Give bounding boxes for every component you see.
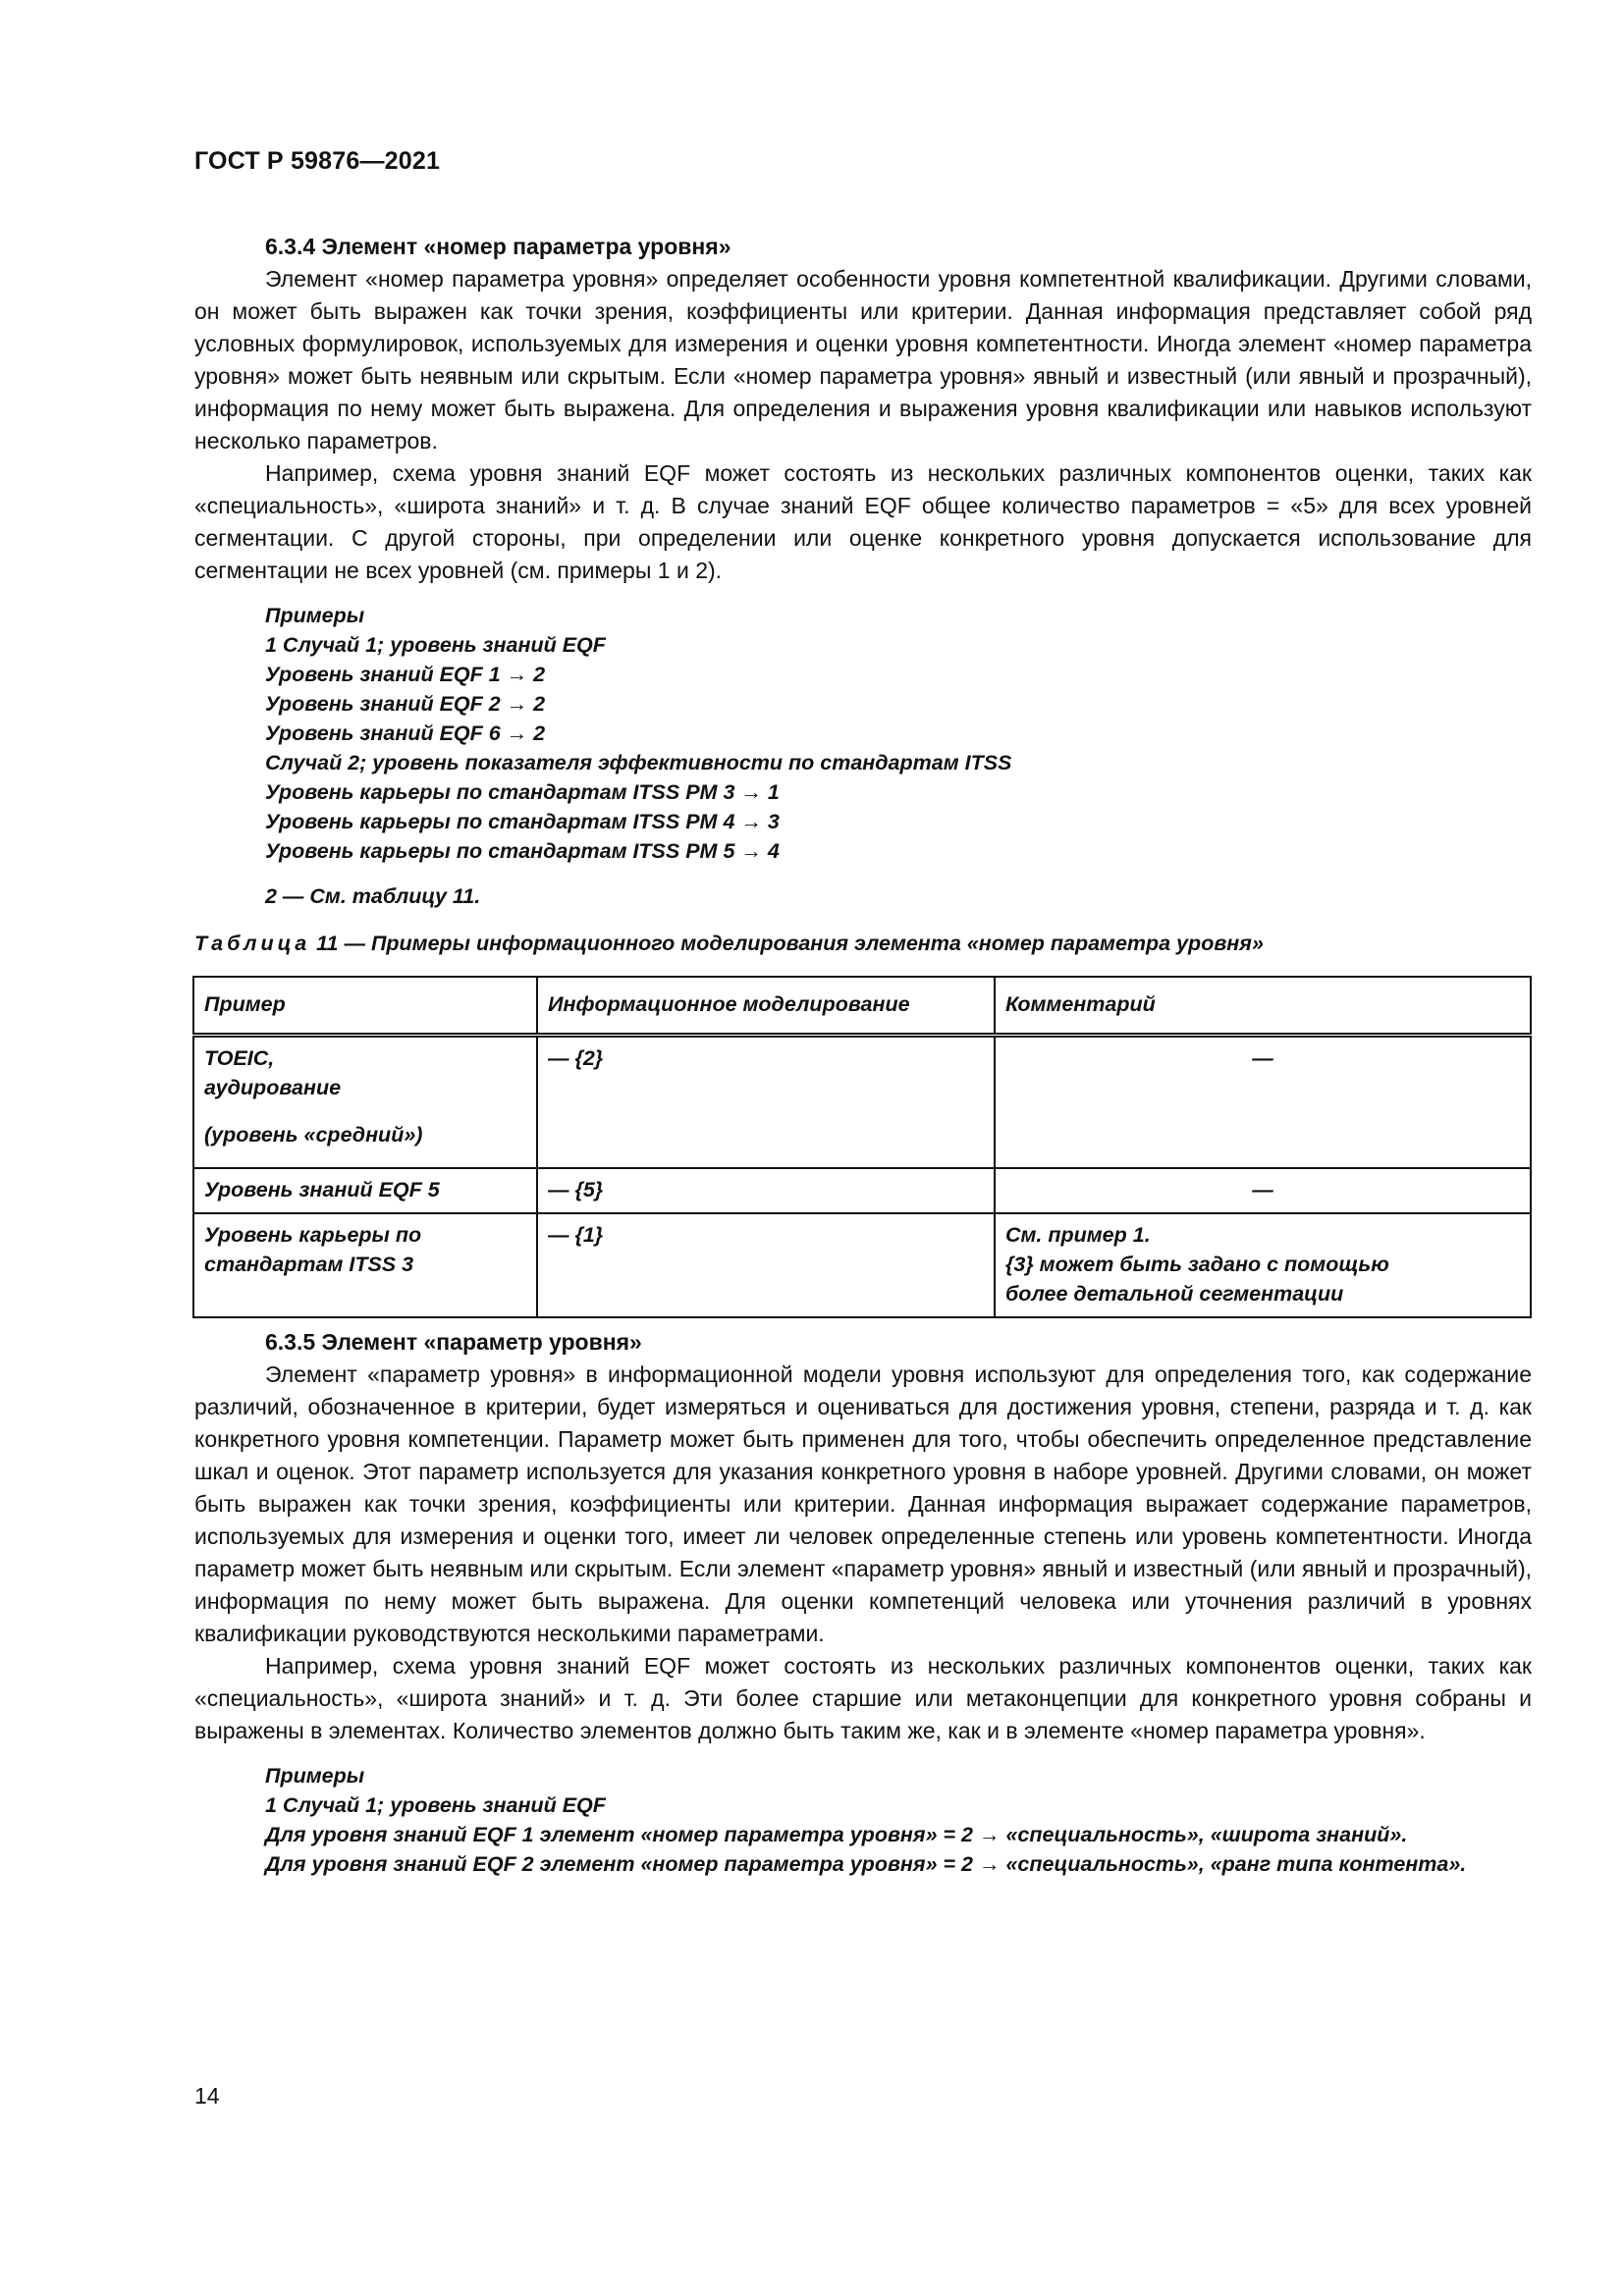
cell-modeling: — {1} [537, 1213, 995, 1317]
table-reference-note: 2 — См. таблицу 11. [265, 884, 481, 908]
example-line: Уровень знаний EQF 1 → 2 [265, 663, 546, 686]
cell-line: более детальной сегментации [1005, 1282, 1344, 1306]
table-caption [194, 929, 1532, 958]
examples-block [194, 601, 1532, 866]
cell-line: TOEIC, [204, 1046, 275, 1070]
examples-title: Примеры [265, 1764, 365, 1788]
cell-line: Уровень карьеры по [204, 1223, 422, 1247]
cell-comment [995, 1213, 1531, 1317]
cell-modeling: — {5} [537, 1168, 995, 1213]
cell-comment: — [995, 1036, 1531, 1169]
example-line: Уровень карьеры по стандартам ITSS PM 5 → 4 [265, 839, 780, 863]
examples-block [194, 1761, 1532, 1879]
column-header-comment: Комментарий [995, 977, 1531, 1036]
example-line: Для уровня знаний EQF 2 элемент «номер параметра уровня» = 2 → «специальность», «ранг типа контента». [265, 1852, 1467, 1876]
cell-example: Уровень знаний EQF 5 [193, 1168, 537, 1213]
cell-comment: — [995, 1168, 1531, 1213]
column-header-example: Пример [193, 977, 537, 1036]
example-line: 1 Случай 1; уровень знаний EQF [265, 1793, 606, 1817]
example-line: Случай 2; уровень показателя эффективности по стандартам ITSS [265, 751, 1012, 774]
section-heading-6-3-4: 6.3.4 Элемент «номер параметра уровня» [265, 234, 731, 259]
cell-line: См. пример 1. [1005, 1223, 1151, 1247]
paragraph: Элемент «номер параметра уровня» определяет особенности уровня компетентной квалификации. Другими словами, он может быть выражен как точки зрения, коэффициенты или критерии. Данная информация представляет собой ряд условных формулировок, используемых для измерения и оценки уровня компетентности. Иногда элемент «номер параметра уровня» может быть неявным или скрытым. Если «номер параметра уровня» явный и известный (или явный и прозрачный), информация по нему может быть выражена. Для определения и выражения уровня квалификации или навыков используют несколько параметров. [194, 266, 1532, 454]
document-id-header: ГОСТ Р 59876—2021 [194, 147, 441, 175]
example-line: Уровень карьеры по стандартам ITSS PM 4 → 3 [265, 810, 780, 833]
example-line: Уровень знаний EQF 2 → 2 [265, 692, 546, 716]
table-caption-text: 11 — Примеры информационного моделирования элемента «номер параметра уровня» [310, 932, 1264, 955]
cell-example [193, 1036, 537, 1169]
table-row [193, 1168, 1531, 1213]
cell-modeling: — {2} [537, 1036, 995, 1169]
paragraph: Например, схема уровня знаний EQF может состоять из нескольких различных компонентов оценки, таких как «специальность», «широта знаний» и т. д. В случае знаний EQF общее количество параметров = «5» для всех уровней сегментации. С другой стороны, при определении или оценке конкретного уровня допускается использование для сегментации не всех уровней (см. примеры 1 и 2). [194, 460, 1532, 583]
page-number: 14 [194, 2083, 220, 2109]
cell-line: (уровень «средний») [204, 1123, 423, 1147]
table-row [193, 1036, 1531, 1169]
example-line: Уровень знаний EQF 6 → 2 [265, 721, 546, 745]
example-line: 1 Случай 1; уровень знаний EQF [265, 633, 606, 657]
column-header-modeling: Информационное моделирование [537, 977, 995, 1036]
cell-line: аудирование [204, 1076, 342, 1099]
examples-title: Примеры [265, 604, 365, 627]
cell-line: стандартам ITSS 3 [204, 1253, 414, 1276]
example-line: Для уровня знаний EQF 1 элемент «номер параметра уровня» = 2 → «специальность», «широта знаний». [265, 1823, 1408, 1846]
cell-example [193, 1213, 537, 1317]
section-heading-6-3-5: 6.3.5 Элемент «параметр уровня» [265, 1329, 642, 1355]
example-line: Уровень карьеры по стандартам ITSS PM 3 → 1 [265, 780, 780, 804]
paragraph: Элемент «параметр уровня» в информационной модели уровня используют для определения того, как содержание различий, обозначенное в критерии, будет измеряться и оцениваться для достижения уровня, степени, разряда и т. д. как конкретного уровня компетенции. Параметр может быть применен для того, чтобы обеспечить определенное представление шкал и оценок. Этот параметр используется для указания конкретного уровня в наборе уровней. Другими словами, он может быть выражен как точки зрения, коэффициенты или критерии. Данная информация выражает содержание параметров, используемых для измерения и оценки того, имеет ли человек определенные степень или уровень компетентности. Иногда параметр может быть неявным или скрытым. Если элемент «параметр уровня» явный и известный (или явный и прозрачный), информация по нему может быть выражена. Для оценки компетенций человека или уточнения различий в уровнях квалификации руководствуются несколькими параметрами. [194, 1362, 1532, 1646]
table-row [193, 1213, 1531, 1317]
content-flow [194, 231, 1532, 1879]
paragraph: Например, схема уровня знаний EQF может состоять из нескольких различных компонентов оценки, таких как «специальность», «широта знаний» и т. д. Эти более старшие или метаконцепции для конкретного уровня собраны и выражены в элементах. Количество элементов должно быть таким же, как и в элементе «номер параметра уровня». [194, 1653, 1532, 1743]
table-header-row [193, 977, 1531, 1036]
cell-line: {3} может быть задано с помощью [1005, 1253, 1389, 1276]
table-caption-label: Таблица [194, 932, 311, 955]
table-11 [192, 976, 1532, 1318]
